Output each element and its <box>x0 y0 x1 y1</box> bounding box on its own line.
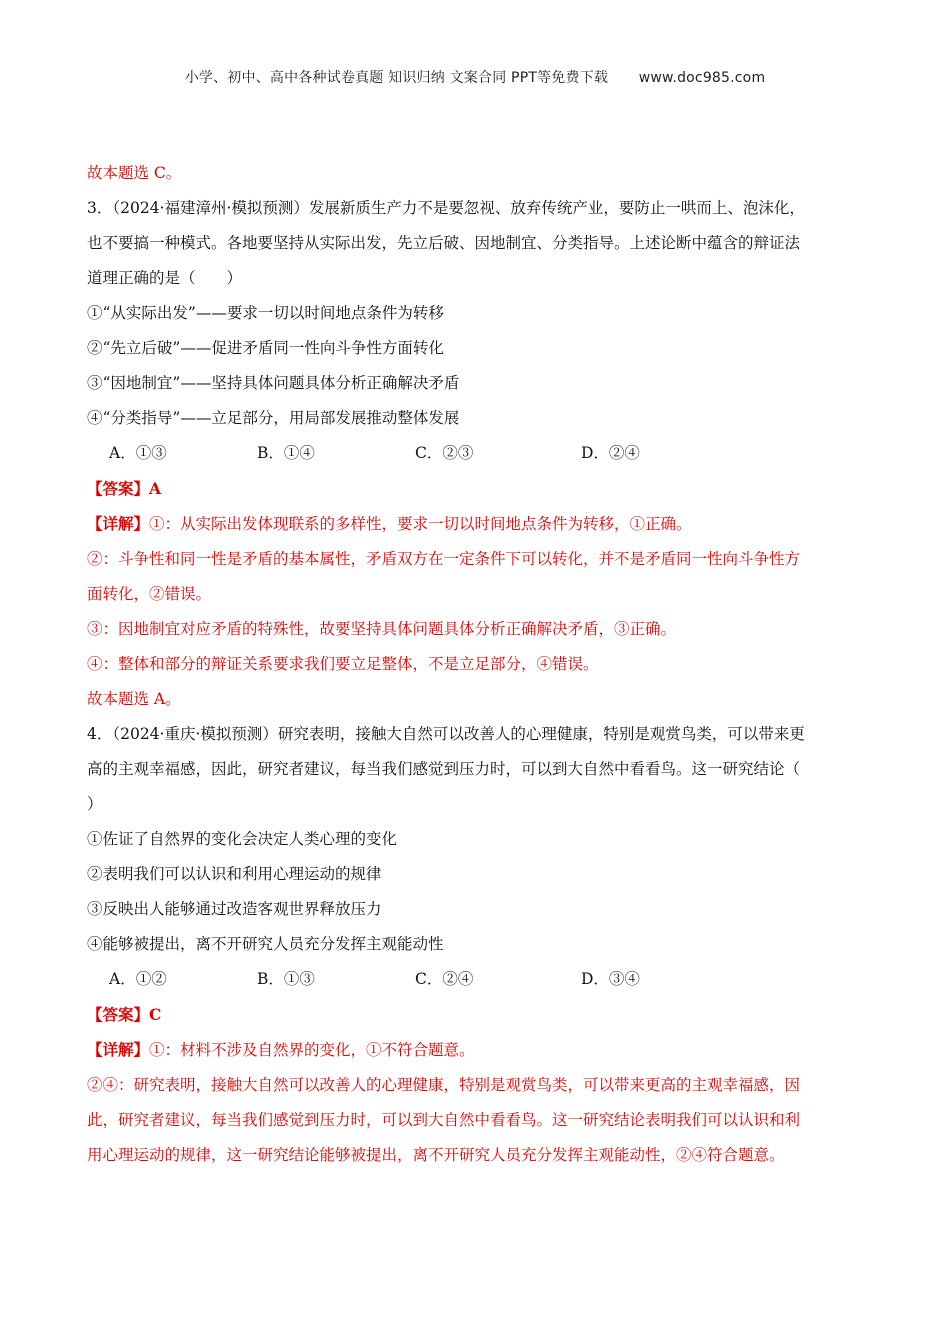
explanation-line: ③：因地制宜对应矛盾的特殊性，故要坚持具体问题具体分析正确解决矛盾，③正确。 <box>87 620 677 638</box>
statement-3: ③“因地制宜”——坚持具体问题具体分析正确解决矛盾 <box>87 374 460 392</box>
statement-1: ①“从实际出发”——要求一切以时间地点条件为转移 <box>87 304 444 322</box>
explanation-line <box>87 1032 862 1068</box>
explanation-line: 此，研究者建议，每当我们感觉到压力时，可以到大自然中看看鸟。这一研究结论表明我们可以认识和利 <box>87 1111 801 1129</box>
option-b: B．①③ <box>257 970 315 988</box>
header-text: 小学、初中、高中各种试卷真题 知识归纳 文案合同 PPT等免费下载 <box>184 70 609 86</box>
header-site-link[interactable]: www.doc985.com <box>638 70 766 86</box>
statement-4: ④能够被提出，离不开研究人员充分发挥主观能动性 <box>87 935 444 953</box>
explanation-line: 用心理运动的规律，这一研究结论能够被提出，离不开研究人员充分发挥主观能动性，②④符合题意。 <box>87 1146 785 1164</box>
explanation-text: ①：材料不涉及自然界的变化，①不符合题意。 <box>149 1041 475 1059</box>
statement-4: ④“分类指导”——立足部分，用局部发展推动整体发展 <box>87 409 460 427</box>
document-body <box>87 156 862 1173</box>
explanation-line: ④：整体和部分的辩证关系要求我们要立足整体，不是立足部分，④错误。 <box>87 655 599 673</box>
explanation-line: ②：斗争性和同一性是矛盾的基本属性，矛盾双方在一定条件下可以转化，并不是矛盾同一性向斗争性方 <box>87 550 801 568</box>
explanation-line: 面转化，②错误。 <box>87 585 212 603</box>
statement-1: ①佐证了自然界的变化会决定人类心理的变化 <box>87 830 398 848</box>
answer-options <box>87 962 862 997</box>
question-stem-line: 高的主观幸福感，因此，研究者建议，每当我们感觉到压力时，可以到大自然中看看鸟。这一研究结论（ <box>87 760 801 778</box>
option-d: D．②④ <box>581 444 640 462</box>
detail-label: 【详解】 <box>87 1040 150 1059</box>
option-c: C．②③ <box>415 444 474 462</box>
question-3 <box>87 191 862 717</box>
page-header <box>0 67 950 87</box>
question-stem-line: 也不要搞一种模式。各地要坚持从实际出发，先立后破、因地制宜、分类指导。上述论断中蕴含的辩证法 <box>87 234 801 252</box>
question-stem-line: 道理正确的是（ ） <box>87 269 243 287</box>
previous-conclusion: 故本题选 C。 <box>87 164 182 182</box>
statement-2: ②“先立后破”——促进矛盾同一性向斗争性方面转化 <box>87 339 444 357</box>
question-stem-line: 4．（2024·重庆·模拟预测）研究表明，接触大自然可以改善人的心理健康，特别是观赏鸟类，可以带来更 <box>87 725 805 743</box>
detail-label: 【详解】 <box>87 514 150 533</box>
explanation-line: ②④：研究表明，接触大自然可以改善人的心理健康，特别是观赏鸟类，可以带来更高的主观幸福感，因 <box>87 1076 801 1094</box>
statement-3: ③反映出人能够通过改造客观世界释放压力 <box>87 900 382 918</box>
explanation-line <box>87 506 862 542</box>
answer-label: 【答案】A <box>87 479 162 498</box>
explanation-text: ①：从实际出发体现联系的多样性，要求一切以时间地点条件为转移，①正确。 <box>149 515 692 533</box>
answer-label: 【答案】C <box>87 1005 162 1024</box>
option-b: B．①④ <box>257 444 315 462</box>
conclusion-line: 故本题选 A。 <box>87 690 181 708</box>
question-stem-line: ） <box>87 795 103 813</box>
option-a: A．①② <box>109 970 167 988</box>
statement-2: ②表明我们可以认识和利用心理运动的规律 <box>87 865 382 883</box>
option-a: A．①③ <box>109 444 167 462</box>
question-4 <box>87 717 862 1173</box>
option-c: C．②④ <box>415 970 474 988</box>
answer-options <box>87 436 862 471</box>
option-d: D．③④ <box>581 970 640 988</box>
question-stem-line: 3．（2024·福建漳州·模拟预测）发展新质生产力不是要忽视、放弃传统产业，要防止一哄而上、泡沫化， <box>87 199 805 217</box>
